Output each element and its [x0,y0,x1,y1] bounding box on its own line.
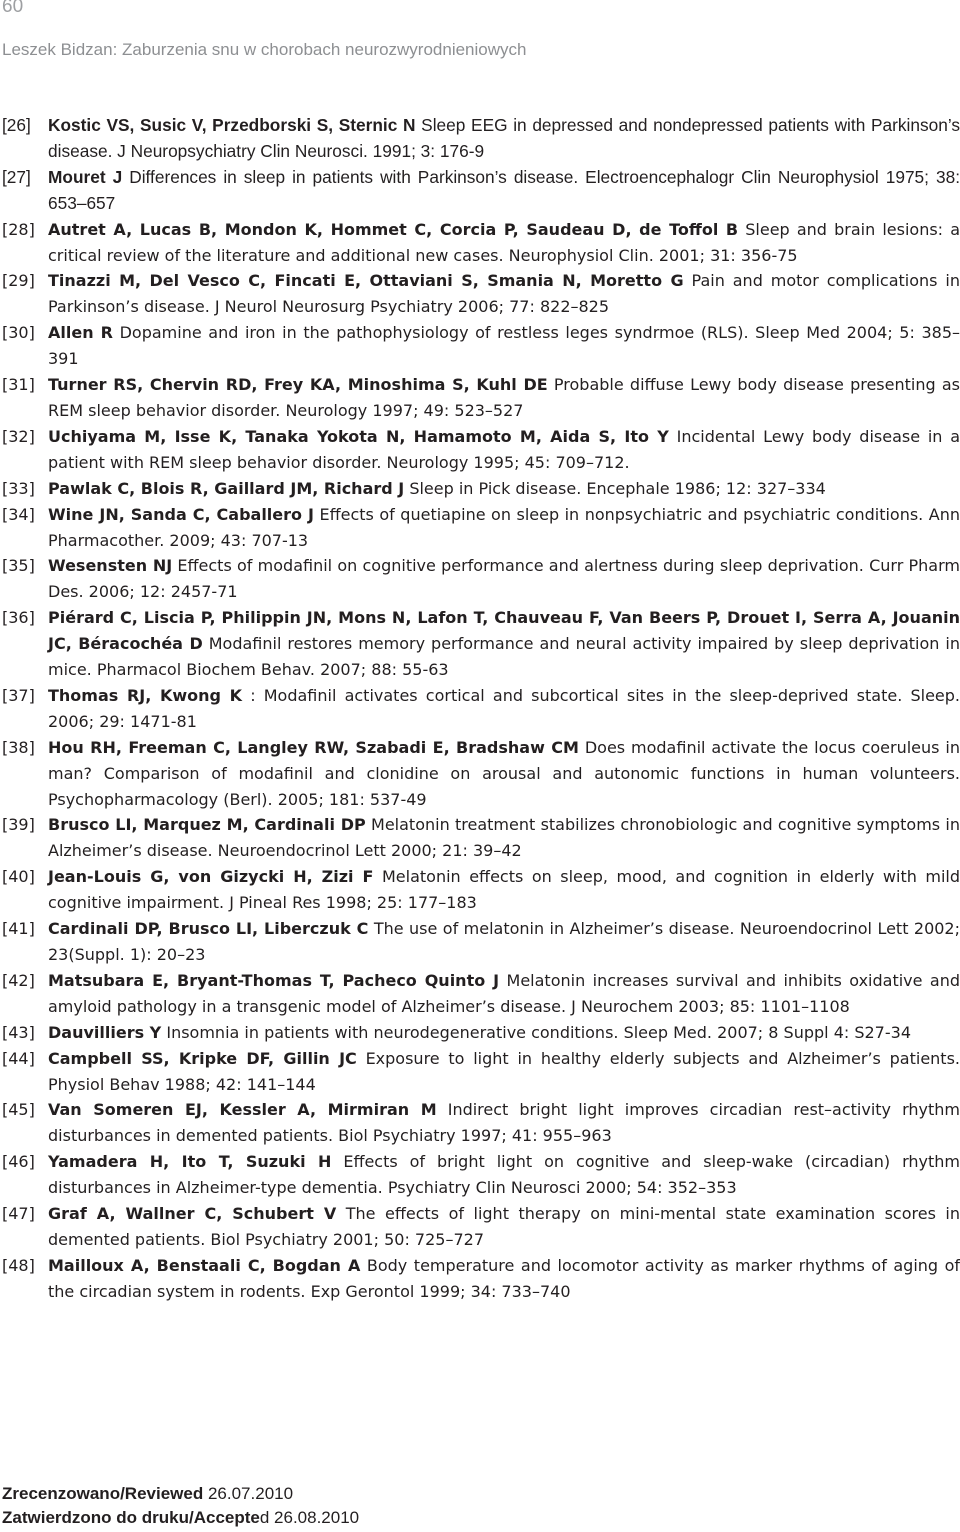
reference-item [0,553,960,605]
reviewed-line [2,1484,293,1504]
reference-number: [30] [2,323,35,343]
reference-authors: Cardinali DP, Brusco LI, Liberczuk C [48,919,369,939]
reference-item [0,268,960,320]
reference-item [0,424,960,476]
reference-citation: Probable diffuse Lewy body disease presenting as REM sleep behavior disorder. Neurology 1997; 49: 523–527 [48,375,960,420]
reference-item [0,1097,960,1149]
reference-number: [32] [2,426,35,446]
accepted-label: Zatwierdzono do druku/Accepte [2,1508,260,1527]
reference-number: [39] [2,815,35,835]
reference-citation: Melatonin effects on sleep, mood, and cognition in elderly with mild cognitive impairment. J Pineal Res 1998; 25: 177–183 [48,867,960,913]
reference-citation: Sleep in Pick disease. Encephale 1986; 12: 327–334 [409,478,826,498]
reference-authors: Kostic VS, Susic V, Przedborski S, Sternic N [48,115,416,135]
reference-authors: Autret A, Lucas B, Mondon K, Hommet C, Corcia P, Saudeau D, de Toffol B [48,219,739,239]
reference-authors: Yamadera H, Ito T, Suzuki H [48,1152,332,1172]
reference-authors: Jean-Louis G, von Gizycki H, Zizi F [48,867,374,887]
reference-number: [42] [2,970,35,990]
reference-citation: : Modafinil activates cortical and subcortical sites in the sleep-deprived state. Sleep. 2006; 29: 1471-81 [48,685,960,731]
reference-authors: Wesensten NJ [48,556,173,576]
reference-number: [33] [2,478,35,498]
reference-item [0,605,960,683]
reference-item [0,683,960,735]
reference-number: [37] [2,685,35,705]
reference-citation: Sleep and brain lesions: a critical review of the literature and additional new cases. Neurophysiol Clin. 2001; 31: 356-75 [48,219,960,265]
reference-citation: Does modafinil activate the locus coeruleus in man? Comparison of modafinil and clonidine on arousal and autonomic functions in human volunteers. Psychopharmacology (Berl). 2005; 181: 537-49 [48,737,960,809]
reference-number: [36] [2,608,35,628]
reference-item [0,113,960,165]
reference-number: [35] [2,556,35,576]
running-header [2,40,526,60]
reference-citation: The use of melatonin in Alzheimer’s disease. Neuroendocrinol Lett 2002; 23(Suppl. 1): 20–23 [48,919,960,964]
reference-citation: Melatonin increases survival and inhibits oxidative and amyloid pathology in a transgenic model of Alzheimer’s disease. J Neurochem 2003; 85: 1101–1108 [48,970,960,1016]
reference-item [0,1046,960,1098]
reference-authors: Campbell SS, Kripke DF, Gillin JC [48,1048,357,1068]
reference-number: [38] [2,737,35,757]
reference-authors: Thomas RJ, Kwong K [48,685,243,705]
reference-authors: Mailloux A, Benstaali C, Bogdan A [48,1255,361,1275]
reference-citation: Effects of modafinil on cognitive performance and alertness during sleep deprivation. Curr Pharm Des. 2006; 12: 2457-71 [48,556,960,602]
accepted-line [2,1508,359,1528]
reference-authors: Wine JN, Sanda C, Caballero J [48,504,314,524]
reviewed-label: Zrecenzowano/Reviewed [2,1484,204,1503]
reference-number: [31] [2,375,35,395]
page-number: 60 [2,0,24,17]
reference-citation: The effects of light therapy on mini-mental state examination scores in demented patients. Biol Psychiatry 2001; 50: 725–727 [48,1204,960,1249]
reference-citation: Insomnia in patients with neurodegenerative conditions. Sleep Med. 2007; 8 Suppl 4: S27-34 [166,1022,911,1042]
reference-authors: Turner RS, Chervin RD, Frey KA, Minoshima S, Kuhl DE [48,375,548,395]
reference-item [0,735,960,813]
reference-item [0,864,960,916]
reference-number: [26] [2,115,31,135]
reference-citation: Effects of bright light on cognitive and sleep-wake (circadian) rhythm disturbances in Alzheimer-type dementia. Psychiatry Clin Neurosci 2000; 54: 352–353 [48,1152,960,1198]
reference-number: [27] [2,166,31,187]
reference-item [0,217,960,269]
reference-authors: Brusco LI, Marquez M, Cardinali DP [48,815,366,835]
reference-citation: Sleep EEG in depressed and nondepressed patients with Parkinson’s disease. J Neuropsychiatry Clin Neurosci. 1991; 3: 176-9 [48,115,960,161]
reference-number: [48] [2,1255,35,1275]
reference-citation: Dopamine and iron in the pathophysiology of restless leges syndrmoe (RLS). Sleep Med 2004; 5: 385–391 [48,323,960,369]
reference-item [0,502,960,554]
reference-citation: Incidental Lewy body disease in a patient with REM sleep behavior disorder. Neurology 1995; 45: 709–712. [48,426,960,472]
header-title: Zaburzenia snu w chorobach neurozwyrodnieniowych [122,40,527,59]
reference-number: [28] [2,219,35,239]
reviewed-date: 26.07.2010 [207,1484,294,1503]
reference-authors: Graf A, Wallner C, Schubert V [48,1204,337,1224]
reference-number: [46] [2,1152,35,1172]
reference-authors: Dauvilliers Y [48,1022,162,1042]
reference-citation: Pain and motor complications in Parkinson’s disease. J Neurol Neurosurg Psychiatry 2006; 77: 822–825 [48,271,960,317]
reference-list [0,113,960,1305]
reference-item [0,476,960,502]
reference-citation: Body temperature and locomotor activity as marker rhythms of aging of the circadian system in rodents. Exp Gerontol 1999; 34: 733–740 [48,1255,960,1301]
reference-item [0,1149,960,1201]
reference-authors: Hou RH, Freeman C, Langley RW, Szabadi E, Bradshaw CM [48,737,579,757]
reference-citation: Melatonin treatment stabilizes chronobiologic and cognitive symptoms in Alzheimer’s disease. Neuroendocrinol Lett 2000; 21: 39–42 [48,815,960,861]
accepted-date: d 26.08.2010 [259,1508,360,1527]
reference-item [0,812,960,864]
reference-authors: Tinazzi M, Del Vesco C, Fincati E, Ottaviani S, Smania N, Moretto G [48,271,684,291]
reference-authors: Mouret J [48,166,123,187]
reference-authors: Van Someren EJ, Kessler A, Mirmiran M [48,1100,437,1120]
reference-item [0,372,960,424]
reference-item [0,1201,960,1253]
reference-number: [43] [2,1022,35,1042]
reference-authors: Piérard C, Liscia P, Philippin JN, Mons N, Lafon T, Chauveau F, Van Beers P, Drouet I, Serra A, Jouanin JC, Béracochéa D [48,608,960,654]
reference-citation: Indirect bright light improves circadian rest–activity rhythm disturbances in demented patients. Biol Psychiatry 1997; 41: 955–963 [48,1100,960,1146]
reference-item [0,968,960,1020]
reference-number: [45] [2,1100,35,1120]
reference-number: [34] [2,504,35,524]
reference-number: [44] [2,1048,35,1068]
reference-item [0,916,960,968]
reference-authors: Matsubara E, Bryant-Thomas T, Pacheco Quinto J [48,970,500,990]
reference-citation: Differences in sleep in patients with Parkinson’s disease. Electroencephalogr Clin Neurophysiol 1975; 38: 653–657 [48,166,960,213]
reference-number: [41] [2,919,35,939]
reference-item [0,1020,960,1046]
reference-citation: Effects of quetiapine on sleep in nonpsychiatric and psychiatric conditions. Ann Pharmacother. 2009; 43: 707-13 [48,504,960,550]
reference-item [0,165,960,217]
reference-item [0,1253,960,1305]
reference-citation: Modafinil restores memory performance and neural activity impaired by sleep deprivation in mice. Pharmacol Biochem Behav. 2007; 88: 55-63 [48,634,960,680]
reference-authors: Allen R [48,323,113,343]
header-author: Leszek Bidzan: [2,40,118,59]
reference-authors: Pawlak C, Blois R, Gaillard JM, Richard J [48,478,405,498]
reference-item [0,320,960,372]
reference-number: [47] [2,1204,35,1224]
reference-citation: Exposure to light in healthy elderly subjects and Alzheimer’s patients. Physiol Behav 1988; 42: 141–144 [48,1048,960,1094]
reference-number: [29] [2,271,35,291]
reference-number: [40] [2,867,35,887]
reference-authors: Uchiyama M, Isse K, Tanaka Yokota N, Hamamoto M, Aida S, Ito Y [48,426,669,446]
